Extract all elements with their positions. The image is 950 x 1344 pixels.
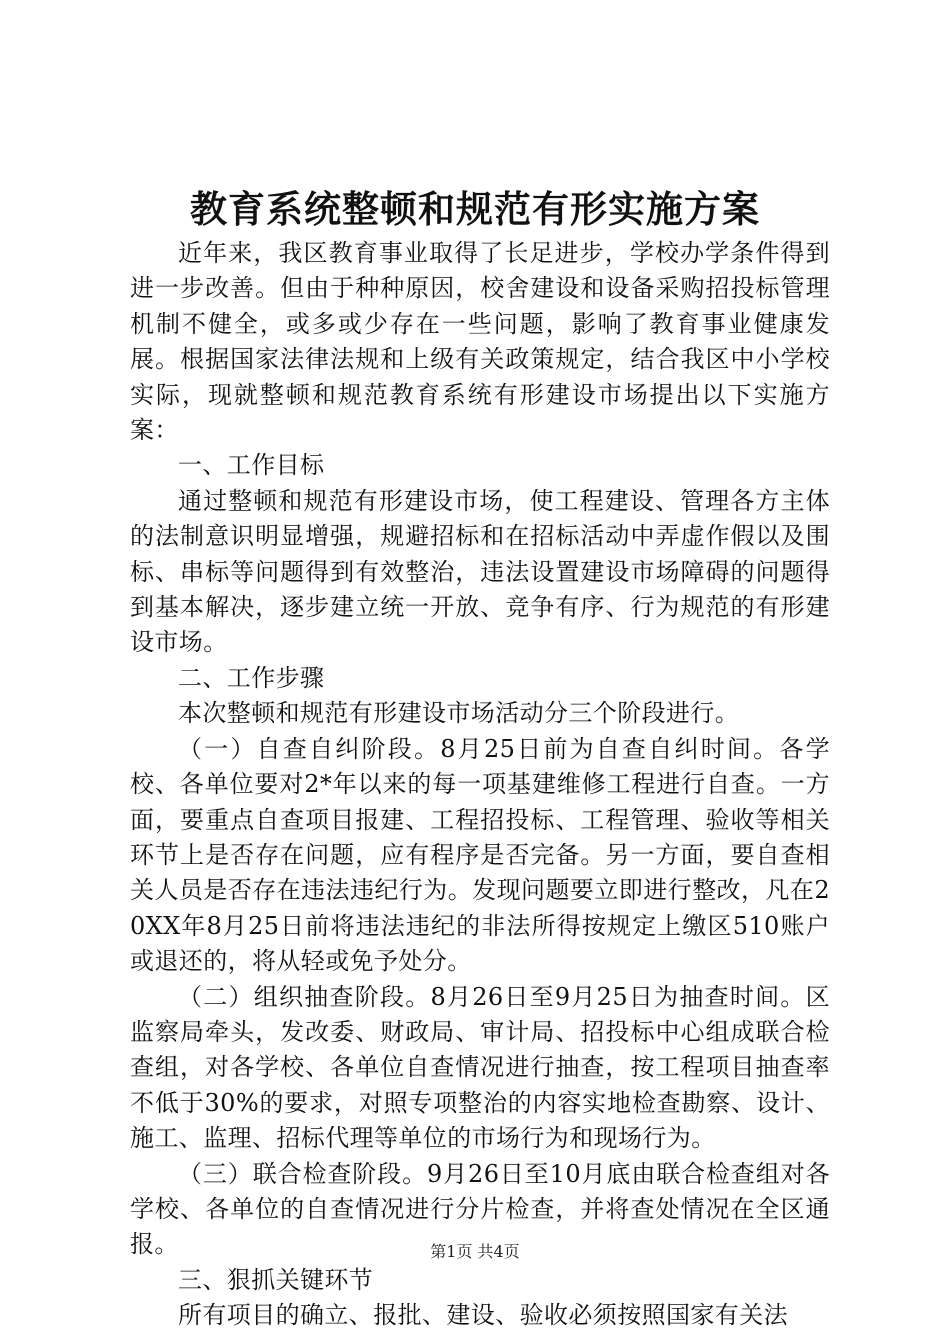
section-heading-steps: 二、工作步骤: [178, 663, 325, 692]
steps-intro-paragraph: 本次整顿和规范有形建设市场活动分三个阶段进行。: [178, 699, 740, 728]
page-footer: 第1页 共4页: [430, 1242, 520, 1261]
key-links-paragraph: 所有项目的确立、报批、建设、验收必须按照国家有关法: [178, 1301, 788, 1330]
document-body: [130, 236, 830, 1334]
intro-paragraph: 近年来，我区教育事业取得了长足进步，学校办学条件得到进一步改善。但由于种种原因，校舍建设和设备采购招投标管理机制不健全，或多或少存在一些问题，影响了教育事业健康发展。根据国家法律法规和上级有关政策规定，结合我区中小学校实际，现就整顿和规范教育系统有形建设市场提出以下实施方案：: [130, 239, 830, 445]
goals-paragraph: 通过整顿和规范有形建设市场，使工程建设、管理各方主体的法制意识明显增强，规避招标和在招标活动中弄虚作假以及围标、串标等问题得到有效整治，违法设置建设市场障碍的问题得到基本解决，逐步建立统一开放、竞争有序、行为规范的有形建设市场。: [130, 486, 830, 657]
section-heading-goals: 一、工作目标: [178, 451, 325, 480]
document-title: 教育系统整顿和规范有形实施方案: [190, 187, 760, 231]
step-one-paragraph: （一）自查自纠阶段。8月25日前为自查自纠时间。各学校、各单位要对2*年以来的每一项基建维修工程进行自查。一方面，要重点自查项目报建、工程招投标、工程管理、验收等相关环节上是否存在问题，应有程序是否完备。另一方面，要自查相关人员是否存在违法违纪行为。发现问题要立即进行整改，凡在20XX年8月25日前将违法违纪的非法所得按规定上缴区510账户或退还的，将从轻或免予处分。: [130, 734, 830, 976]
step-two-paragraph: （二）组织抽查阶段。8月26日至9月25日为抽查时间。区监察局牵头，发改委、财政局、审计局、招投标中心组成联合检查组，对各学校、各单位自查情况进行抽查，按工程项目抽查率不低于30%的要求，对照专项整治的内容实地检查勘察、设计、施工、监理、招标代理等单位的市场行为和现场行为。: [130, 982, 830, 1153]
section-heading-key-links: 三、狠抓关键环节: [178, 1265, 374, 1294]
step-three-paragraph: （三）联合检查阶段。9月26日至10月底由联合检查组对各学校、各单位的自查情况进行分片检查，并将查处情况在全区通报。: [130, 1159, 830, 1259]
